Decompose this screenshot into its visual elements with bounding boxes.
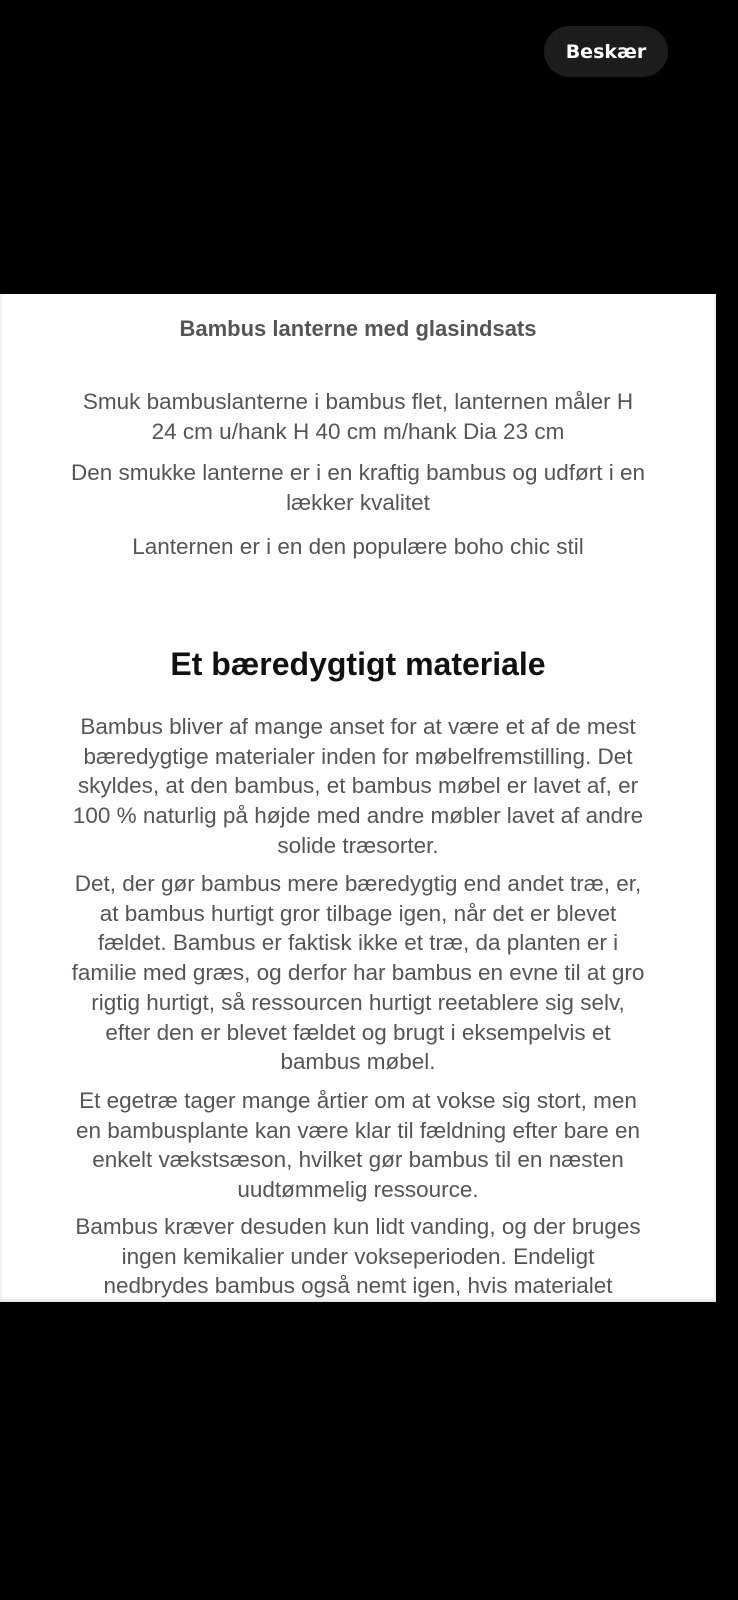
text-line: en bambusplante kan være klar til fældning efter bare en xyxy=(75,1117,641,1143)
text-line: 100 % naturlig på højde med andre møbler lavet af andre xyxy=(72,803,644,829)
text-line: solide træsorter. xyxy=(277,832,439,858)
intro-paragraph xyxy=(0,458,716,517)
text-line: efter den er blevet fældet og brugt i eksempelvis et xyxy=(105,1019,611,1045)
text-line: Lanternen er i en den populære boho chic stil xyxy=(132,534,584,559)
text-line: 24 cm u/hank H 40 cm m/hank Dia 23 cm xyxy=(151,418,565,444)
product-title: Bambus lanterne med glasindsats xyxy=(179,316,537,341)
text-line: at bambus hurtigt gror tilbage igen, når det er blevet xyxy=(99,900,617,926)
text-line: bæredygtige materialer inden for møbelfremstilling. Det xyxy=(83,743,633,769)
text-line: skyldes, at den bambus, et bambus møbel er lavet af, er xyxy=(77,773,639,799)
text-line: ingen kemikalier under vokseperioden. Endeligt xyxy=(121,1243,595,1269)
crop-button[interactable]: Beskær xyxy=(544,26,668,77)
body-paragraph xyxy=(0,712,716,861)
text-line: bambus møbel. xyxy=(280,1049,436,1075)
text-line: uudtømmelig ressource. xyxy=(237,1177,479,1203)
text-line: enkelt vækstsæson, hvilket gør bambus til en næsten xyxy=(92,1147,624,1173)
text-line: Bambus bliver af mange anset for at være et af de mest xyxy=(80,714,636,739)
body-paragraph xyxy=(0,1086,716,1205)
section-heading: Et bæredygtigt materiale xyxy=(170,646,546,682)
text-line: fældet. Bambus er faktisk ikke et træ, da planten er i xyxy=(97,930,619,956)
text-line: Bambus kræver desuden kun lidt vanding, og der bruges xyxy=(75,1214,641,1239)
text-line: Det, der gør bambus mere bæredygtig end andet træ, er, xyxy=(74,871,642,896)
text-line: nedbrydes bambus også nemt igen, hvis materialet xyxy=(103,1273,613,1299)
text-line: Smuk bambuslanterne i bambus flet, lanternen måler H xyxy=(82,389,634,414)
text-line: Den smukke lanterne er i en kraftig bambus og udført i en xyxy=(70,460,646,485)
text-line: Et egetræ tager mange årtier om at vokse sig stort, men xyxy=(79,1088,637,1113)
screenshot-image xyxy=(0,294,716,1302)
intro-paragraph xyxy=(0,387,716,446)
intro-paragraph xyxy=(0,532,716,562)
body-paragraph xyxy=(0,1212,716,1301)
text-line: lækker kvalitet xyxy=(286,489,430,515)
body-paragraph xyxy=(0,869,716,1077)
text-line: rigtig hurtigt, så ressourcen hurtigt reetablere sig selv, xyxy=(91,989,625,1015)
text-line: familie med græs, og derfor har bambus en evne til at gro xyxy=(71,960,645,986)
